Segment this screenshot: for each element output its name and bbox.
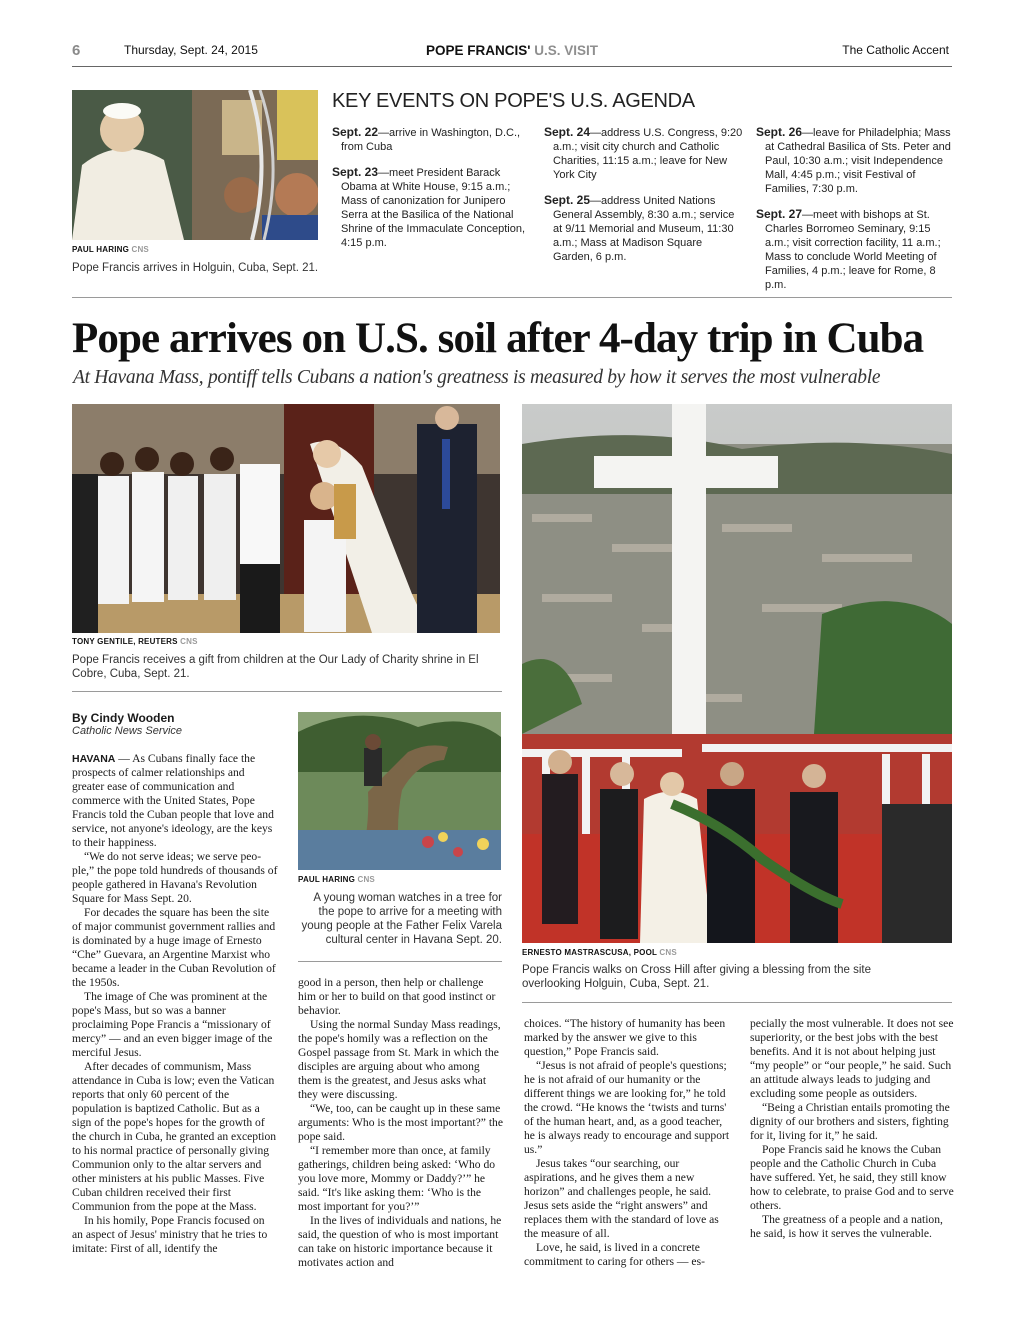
event-date: Sept. 25 xyxy=(544,193,591,207)
article-paragraph: Love, he said, is lived in a concrete commitment to caring for others — es- xyxy=(524,1241,705,1268)
credit-name: ERNESTO MASTRASCUSA, POOL xyxy=(522,948,657,957)
article-paragraph: Pope Francis said he knows the Cuban people and the Catholic Church in Cuba have suffered. Yet, he said, they still know how to celebrate, to praise God and to serve others. xyxy=(750,1143,954,1212)
key-events-title: KEY EVENTS ON POPE'S U.S. AGENDA xyxy=(332,90,695,112)
credit-agency: CNS xyxy=(659,948,677,957)
event-text: —leave for Philadelphia; Mass at Cathedral Basilica of Sts. Peter and Paul, 10:30 a.m.; visit Independence Mall, 4:45 p.m.; visit Festival of Families, 7:30 p.m. xyxy=(765,127,951,195)
section-title xyxy=(426,43,598,58)
issue-date: Thursday, Sept. 24, 2015 xyxy=(124,43,258,57)
tree-photo-caption: A young woman watches in a tree for the pope to arrive for a meeting with young people at the Father Felix Varela cultural center in Havana Sept. 20. xyxy=(301,892,502,946)
article-paragraph: good in a person, then help or challenge him or her to build on that good instinct or behavior. xyxy=(298,976,496,1017)
article-paragraph: choices. “The history of humanity has been marked by the answer we give to this question,” Pope Francis said. xyxy=(524,1017,726,1058)
article-paragraph: Using the normal Sunday Mass readings, the pope's homily was a reflection on the Gospel passage from St. Mark in which the disciples are arguing about who among them is the greatest, and Jesus asks what they were discussing. xyxy=(298,1018,501,1101)
article-paragraph: For decades the square has been the site of major communist government rallies and is dominated by a huge image of Ernesto “Che” Guevara, an Argentine Marxist who became a leader in the Cuban Revolution of the 1950s. xyxy=(72,906,276,989)
article-paragraph: After decades of communism, Mass attendance in Cuba is low; even the Vatican reports that only 60 percent of the population is baptized Catholic. But as a sign of the pope's hopes for the growth of the church in Cuba, he granted an exception to his normal practice of personally giving Communion only to the altar servers and other ministers at his public Masses. Five Cuban children received their first Communion from the pope at the Mass. xyxy=(72,1060,277,1213)
section-title-accent: U.S. VISIT xyxy=(534,43,599,58)
cross-caption-rule xyxy=(522,1002,952,1003)
key-events-col-2 xyxy=(544,125,744,275)
publication-name: The Catholic Accent xyxy=(842,43,949,57)
event-date: Sept. 24 xyxy=(544,125,591,139)
article-paragraph: In the lives of individuals and nations, he said, the question of who is most important can take on historic importance because it motivates action and xyxy=(298,1214,502,1269)
top-photo-caption: Pope Francis arrives in Holguin, Cuba, Sept. 21. xyxy=(72,262,319,274)
event-sept-26 xyxy=(756,125,956,196)
section-title-main: POPE FRANCIS' xyxy=(426,43,531,58)
event-text: —arrive in Washington, D.C., from Cuba xyxy=(341,127,521,153)
article-column-2 xyxy=(298,976,504,1270)
key-events-col-1 xyxy=(332,125,532,261)
credit-name: TONY GENTILE, REUTERS xyxy=(72,637,178,646)
article-paragraph: “Jesus is not afraid of people's questions; he is not afraid of our humanity or the different things we are looking for,” he told the crowd. “He knows the ‘twists and turns' of the human heart, and, as a good teacher, he is always ready to encourage and support us.” xyxy=(524,1059,730,1156)
subheadline: At Havana Mass, pontiff tells Cubans a nation's greatness is measured by how it serves the most vulnerable xyxy=(73,367,881,388)
event-text: —meet with bishops at St. Charles Borromeo Seminary, 9:15 a.m.; visit correction facility, 11 a.m.; Mass to conclude World Meeting of Families, 4 p.m.; leave for Rome, 8 p.m. xyxy=(765,209,941,291)
credit-agency: CNS xyxy=(131,245,149,254)
event-sept-23 xyxy=(332,165,532,250)
article-paragraph: The greatness of a people and a nation, he said, is how it serves the vulnerable. xyxy=(750,1213,943,1240)
page-number: 6 xyxy=(72,42,81,59)
article-paragraph: “I remember more than once, at family gatherings, children being asked: ‘Who do you love more, Mommy or Daddy?’” he said. “It's like asking them: ‘Who is the most important for you?’” xyxy=(298,1144,496,1213)
dateline: HAVANA xyxy=(72,753,116,765)
event-sept-27 xyxy=(756,207,956,292)
event-date: Sept. 23 xyxy=(332,165,379,179)
article-column-3 xyxy=(524,1017,730,1269)
event-text: —address United Nations General Assembly, 8:30 a.m.; service at 9/11 Memorial and Museum, 11:30 a.m.; Mass at Madison Square Garden, 6 p.m. xyxy=(553,195,735,263)
article-paragraph: “We do not serve ideas; we serve people,” the pope told hundreds of thousands of people gathered in Havana's Revolution Square for Mass Sept. 20. xyxy=(72,850,278,905)
cross-photo-caption: Pope Francis walks on Cross Hill after giving a blessing from the site overlooking Holguin, Cuba, Sept. 21. xyxy=(522,964,871,990)
headline: Pope arrives on U.S. soil after 4-day trip in Cuba xyxy=(72,315,924,362)
article-paragraph: Jesus takes “our searching, our aspirations, and he gives them a new horizon” and challenges people, he said. Jesus sets aside the “right answers” and replaces them with the standard of love as the measure of all. xyxy=(524,1157,719,1240)
article-paragraph xyxy=(72,752,278,850)
top-photo-credit xyxy=(72,245,149,254)
key-events-col-3 xyxy=(756,125,956,303)
havana-tree-photo xyxy=(298,712,501,870)
event-sept-25 xyxy=(544,193,744,264)
header-rule xyxy=(72,66,952,67)
event-date: Sept. 26 xyxy=(756,125,803,139)
article-column-4 xyxy=(750,1017,956,1241)
event-sept-22 xyxy=(332,125,532,154)
article-paragraph: The image of Che was prominent at the pope's Mass, but so was a banner proclaiming Pope Francis a “missionary of mercy” — and an even bigger image of the merciful Jesus. xyxy=(72,990,273,1059)
credit-name: PAUL HARING xyxy=(298,875,356,884)
event-sept-24 xyxy=(544,125,744,182)
holguin-arrival-photo xyxy=(72,90,318,240)
event-date: Sept. 27 xyxy=(756,207,803,221)
credit-name: PAUL HARING xyxy=(72,245,130,254)
el-cobre-children-photo xyxy=(72,404,500,633)
tree-photo-credit xyxy=(298,875,375,884)
paragraph-text: — As Cubans finally face the prospects of calmer relationships and greater ease of communication and commerce with the United States, Pope Francis told the Cuban people that love and service, not anyone's ideology, are the keys to their happiness. xyxy=(72,752,274,849)
children-caption-rule xyxy=(72,691,502,692)
children-photo-credit xyxy=(72,637,198,646)
article-column-1 xyxy=(72,752,278,1256)
article-paragraph: In his homily, Pope Francis focused on an aspect of Jesus' ministry that he tries to imitate: First of all, identify the xyxy=(72,1214,268,1255)
credit-agency: CNS xyxy=(180,637,198,646)
byline-agency: Catholic News Service xyxy=(72,725,183,737)
children-photo-caption: Pope Francis receives a gift from children at the Our Lady of Charity shrine in El Cobre, Cuba, Sept. 21. xyxy=(72,654,479,680)
byline-author: By Cindy Wooden xyxy=(72,711,175,725)
agenda-rule xyxy=(72,297,952,298)
article-paragraph: “Being a Christian entails promoting the dignity of our brothers and sisters, fighting for it, living for it,” he said. xyxy=(750,1101,950,1142)
cross-hill-photo xyxy=(522,404,952,943)
event-text: —address U.S. Congress, 9:20 a.m.; visit city church and Catholic Charities, 11:15 a.m.; leave for New York City xyxy=(553,127,743,181)
article-paragraph: pecially the most vulnerable. It does not see superiority, or the best jobs with the best benefits. And it is not about helping just “my people” or “our people,” he said. Such an attitude always leads to judging and excluding some people as outsiders. xyxy=(750,1017,954,1100)
event-date: Sept. 22 xyxy=(332,125,379,139)
article-paragraph: “We, too, can be caught up in these same arguments: Who is the most important?” the pope said. xyxy=(298,1102,504,1143)
cross-photo-credit xyxy=(522,948,677,957)
tree-caption-rule xyxy=(298,961,502,962)
credit-agency: CNS xyxy=(357,875,375,884)
event-text: —meet President Barack Obama at White House, 9:15 a.m.; Mass of canonization for Junipero Serra at the Basilica of the National Shrine of the Immaculate Conception, 4:15 p.m. xyxy=(341,167,526,249)
